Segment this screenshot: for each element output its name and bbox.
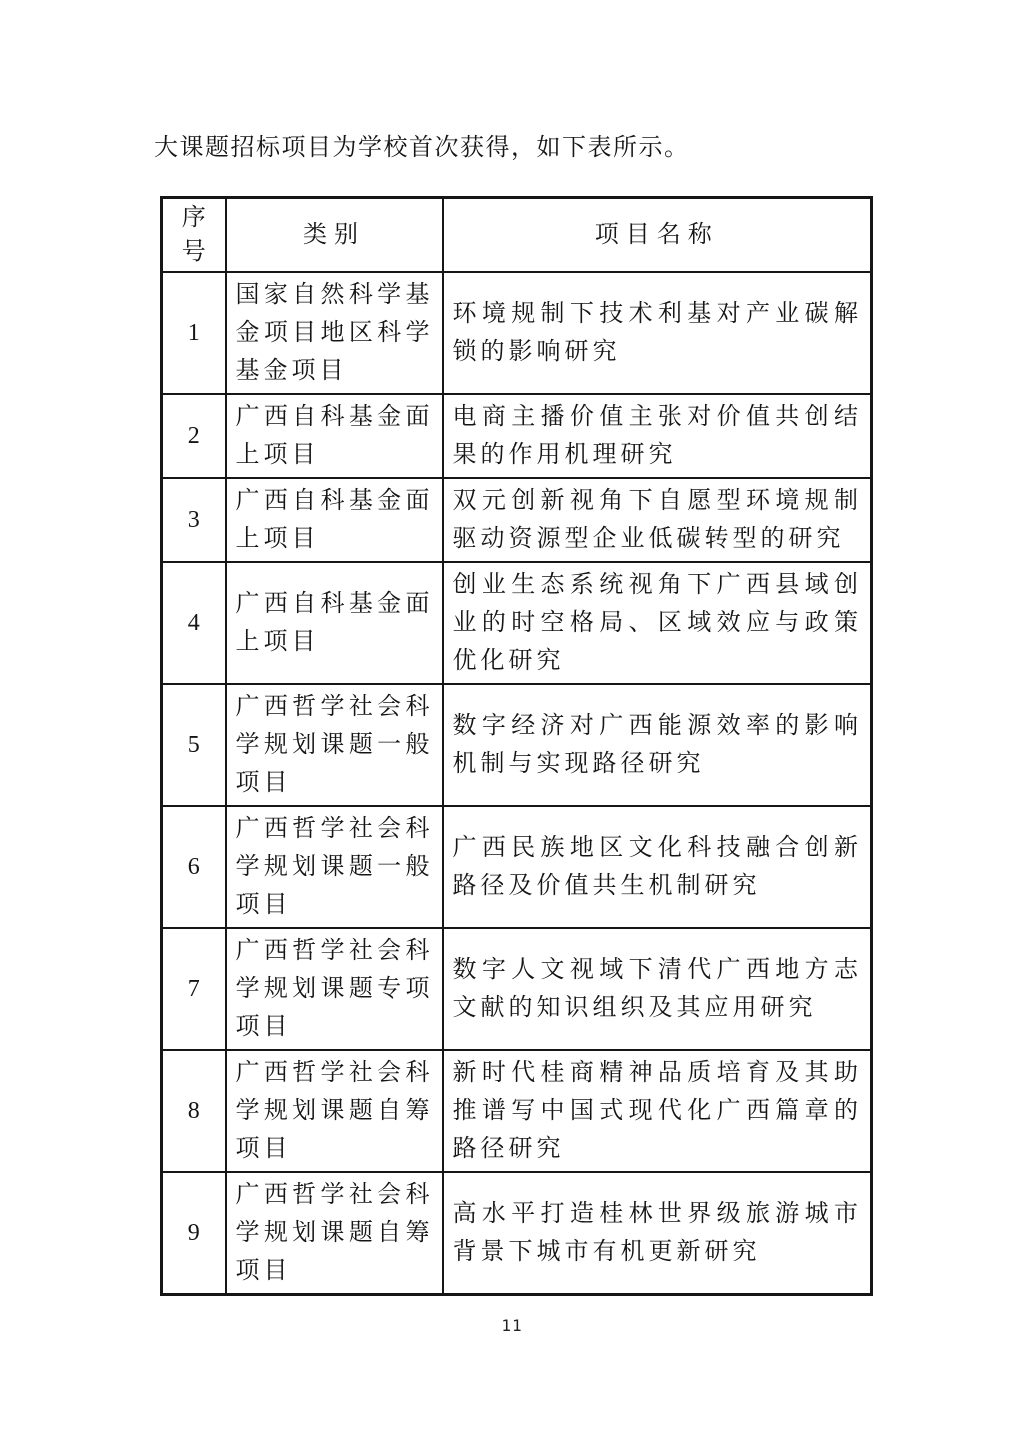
table-row [162,272,872,394]
row-category: 广西哲学社会科学规划课题自筹项目 [226,1172,443,1295]
column-header-category: 类别 [226,198,443,273]
row-project-name: 电商主播价值主张对价值共创结果的作用机理研究 [443,394,872,478]
row-index: 8 [162,1050,226,1172]
row-category: 国家自然科学基金项目地区科学基金项目 [226,272,443,394]
row-index: 6 [162,806,226,928]
table-header [162,198,872,273]
row-project-name: 广西民族地区文化科技融合创新路径及价值共生机制研究 [443,806,872,928]
row-index: 4 [162,562,226,684]
row-project-name: 创业生态系统视角下广西县域创业的时空格局、区域效应与政策优化研究 [443,562,872,684]
row-project-name: 高水平打造桂林世界级旅游城市背景下城市有机更新研究 [443,1172,872,1295]
row-index: 1 [162,272,226,394]
row-category: 广西哲学社会科学规划课题一般项目 [226,806,443,928]
row-category: 广西自科基金面上项目 [226,394,443,478]
table-row [162,394,872,478]
row-project-name: 数字人文视域下清代广西地方志文献的知识组织及其应用研究 [443,928,872,1050]
table-header-row [162,198,872,273]
row-category: 广西自科基金面上项目 [226,562,443,684]
row-category: 广西自科基金面上项目 [226,478,443,562]
intro-paragraph: 大课题招标项目为学校首次获得，如下表所示。 [154,135,690,161]
table-row [162,478,872,562]
row-category: 广西哲学社会科学规划课题一般项目 [226,684,443,806]
table-row [162,928,872,1050]
row-index: 2 [162,394,226,478]
row-category: 广西哲学社会科学规划课题自筹项目 [226,1050,443,1172]
table-row [162,562,872,684]
table-row [162,1050,872,1172]
row-index: 9 [162,1172,226,1295]
table-body [162,272,872,1295]
table-row [162,806,872,928]
row-project-name: 环境规制下技术利基对产业碳解锁的影响研究 [443,272,872,394]
column-header-index [162,198,226,273]
row-index: 3 [162,478,226,562]
column-header-index-label: 序号 [181,205,206,265]
column-header-project-name: 项目名称 [443,198,872,273]
table-row [162,1172,872,1295]
row-category: 广西哲学社会科学规划课题专项项目 [226,928,443,1050]
row-project-name: 新时代桂商精神品质培育及其助推谱写中国式现代化广西篇章的路径研究 [443,1050,872,1172]
row-project-name: 双元创新视角下自愿型环境规制驱动资源型企业低碳转型的研究 [443,478,872,562]
page-number: 11 [501,1316,523,1335]
projects-table [160,196,873,1296]
row-project-name: 数字经济对广西能源效率的影响机制与实现路径研究 [443,684,872,806]
table-row [162,684,872,806]
row-index: 5 [162,684,226,806]
row-index: 7 [162,928,226,1050]
